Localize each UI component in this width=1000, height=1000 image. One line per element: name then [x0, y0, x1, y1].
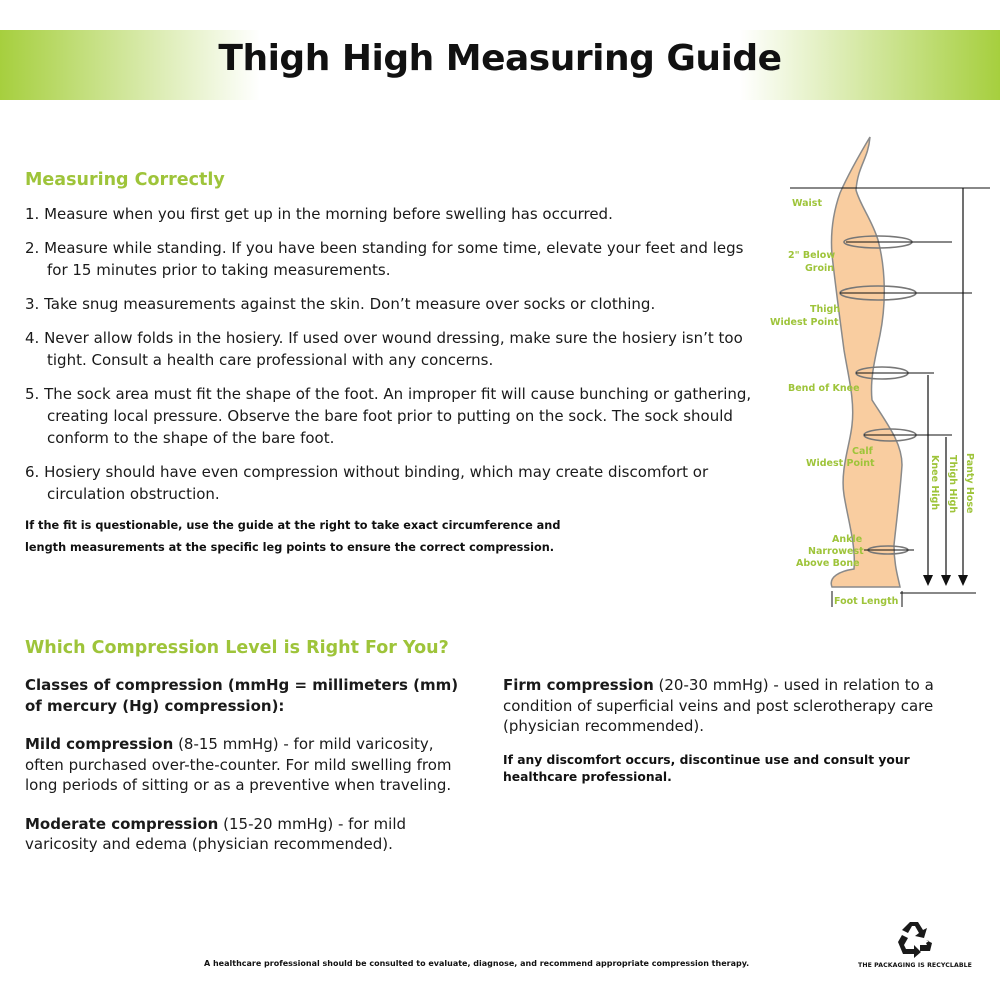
list-item: 6. Hosiery should have even compression without binding, which may create discomfort or circulation obstruction.	[25, 463, 709, 503]
list-item: 2. Measure while standing. If you have been standing for some time, elevate your feet and legs for 15 minutes prior to taking measurements.	[25, 239, 744, 279]
footer-note: A healthcare professional should be consulted to evaluate, diagnose, and recommend appropriate compression therapy.	[204, 959, 750, 968]
label-knee: Bend of Knee	[788, 383, 860, 394]
list-item: 1. Measure when you first get up in the morning before swelling has occurred.	[25, 205, 613, 223]
compression-right-column	[503, 675, 963, 755]
label-ankle: Ankle	[832, 534, 863, 545]
label-knee-high: Knee High	[929, 455, 940, 511]
label-thigh: Thigh	[810, 304, 841, 315]
leg-measuring-diagram	[760, 125, 990, 615]
label-calf-2: Widest Point	[806, 458, 875, 469]
page-title: Thigh High Measuring Guide	[218, 38, 782, 79]
label-panty-hose: Panty Hose	[964, 453, 975, 514]
classes-intro: Classes of compression (mmHg = millimeters (mm) of mercury (Hg) compression):	[25, 676, 459, 715]
firm-compression: Firm compression (20-30 mmHg) - used in relation to a condition of superficial veins and post sclerotherapy care (physician recommended).	[503, 676, 934, 735]
label-foot-length: Foot Length	[834, 596, 899, 607]
label-calf: Calf	[852, 446, 873, 457]
label-below-groin-2: Groin	[805, 263, 835, 274]
label-below-groin: 2" Below	[788, 250, 836, 261]
list-item: 3. Take snug measurements against the skin. Don’t measure over socks or clothing.	[25, 295, 656, 313]
discomfort-warning: If any discomfort occurs, discontinue use and consult your healthcare professional.	[503, 753, 910, 784]
recycle-icon	[893, 918, 935, 958]
moderate-compression: Moderate compression (15-20 mmHg) - for mild varicosity and edema (physician recommended).	[25, 814, 407, 853]
compression-left-column	[25, 675, 465, 873]
list-item: 4. Never allow folds in the hosiery. If used over wound dressing, make sure the hosiery isn’t too tight. Consult a health care professional with any concerns.	[25, 329, 743, 369]
measuring-heading: Measuring Correctly	[25, 170, 225, 190]
fit-note: If the fit is questionable, use the guide at the right to take exact circumference and length measurements at the specific leg points to ensure the correct compression.	[25, 519, 561, 554]
measuring-steps	[25, 203, 755, 517]
list-item: 5. The sock area must fit the shape of the foot. An improper fit will cause bunching or gathering, creating local pressure. Observe the bare foot prior to putting on the sock. The sock should conform to the shape of the bare foot.	[25, 385, 752, 447]
compression-heading: Which Compression Level is Right For You?	[25, 638, 449, 658]
label-ankle-3: Above Bone	[796, 558, 860, 569]
label-ankle-2: Narrowest	[808, 546, 864, 557]
label-thigh-high: Thigh High	[947, 455, 958, 514]
label-thigh-2: Widest Point	[770, 317, 839, 328]
mild-compression: Mild compression (8-15 mmHg) - for mild varicosity, often purchased over-the-counter. For mild swelling from long periods of sitting or as a preventive when traveling.	[25, 735, 452, 794]
leg-silhouette	[831, 137, 902, 587]
recycle-label: THE PACKAGING IS RECYCLABLE	[858, 962, 973, 969]
label-waist: Waist	[792, 198, 823, 209]
